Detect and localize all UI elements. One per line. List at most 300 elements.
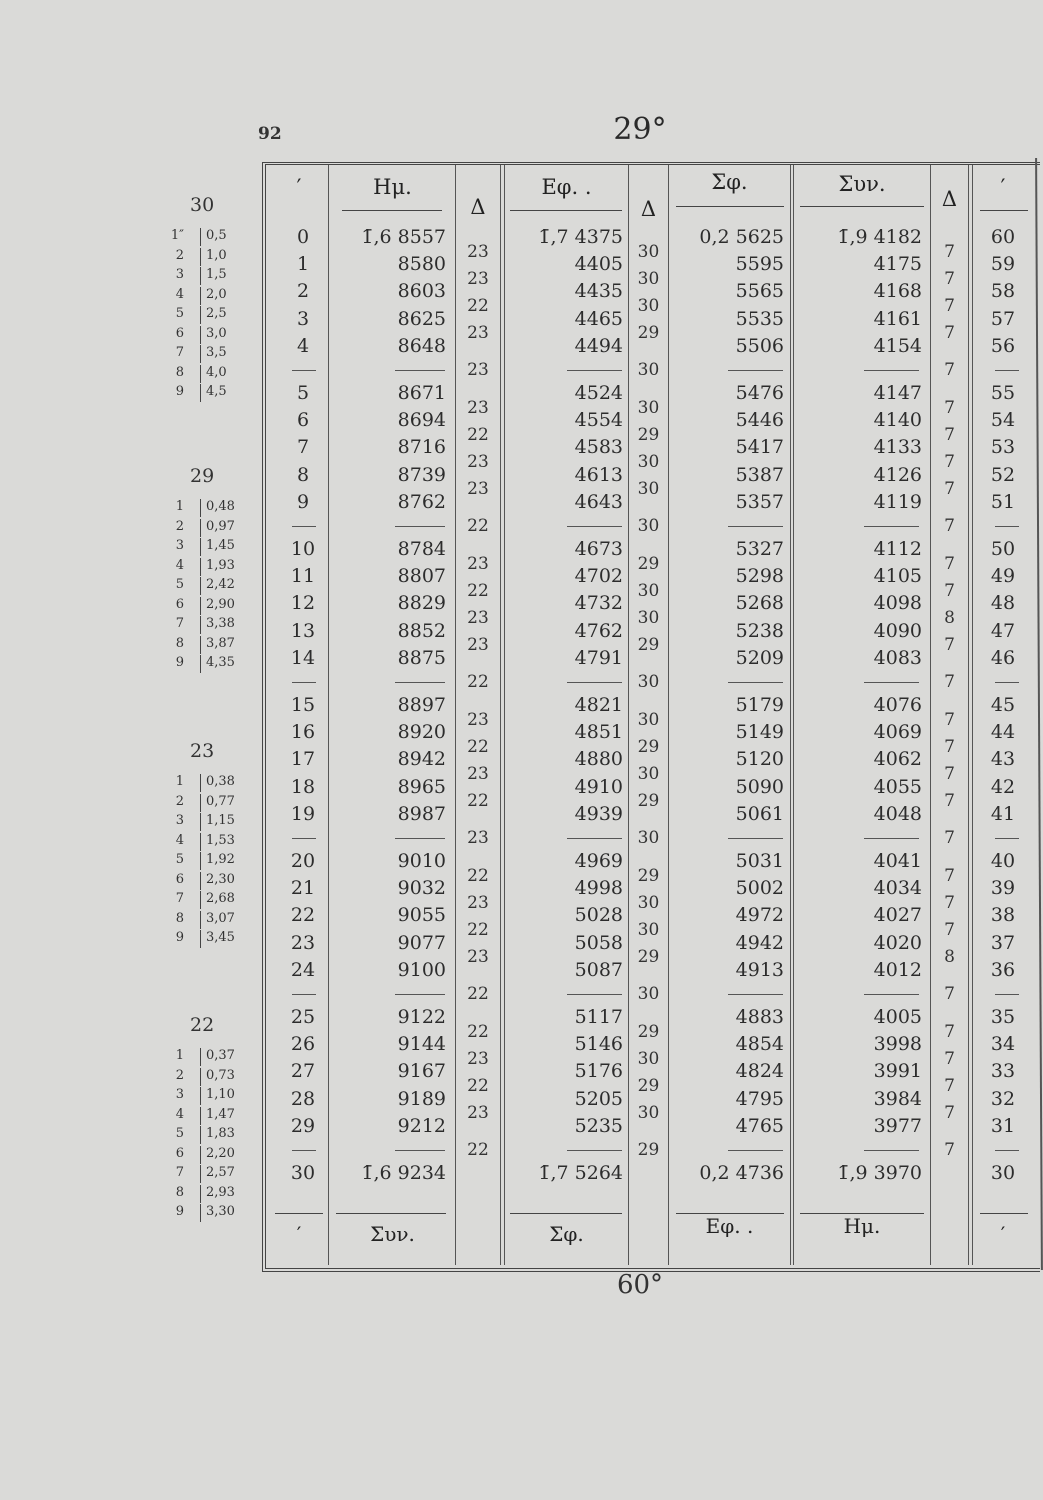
prop-parts-value: 2,5 xyxy=(206,306,227,321)
prop-parts-row xyxy=(150,1185,260,1203)
sine-difference-cell: 23 xyxy=(467,479,489,500)
prop-parts-row xyxy=(150,287,260,305)
sine-cell: 8580 xyxy=(397,253,446,276)
tangent-difference-cell: 29 xyxy=(637,947,660,968)
prop-parts-header: 23 xyxy=(190,740,215,762)
prop-parts-value: 4,35 xyxy=(206,655,235,670)
prop-parts-bar xyxy=(200,519,201,537)
tangent-difference-cell: 29 xyxy=(637,1076,660,1096)
minute-cell: 14 xyxy=(290,646,316,669)
group-separator xyxy=(567,994,622,995)
cosine-cell: 4175 xyxy=(873,253,922,276)
sine-cell: 9032 xyxy=(397,877,446,900)
prop-parts-multiplier: 3 xyxy=(175,1087,184,1102)
sine-cell: 8829 xyxy=(397,592,446,615)
sine-difference-cell: 22 xyxy=(467,791,489,812)
prop-parts-value: 2,42 xyxy=(206,577,235,592)
minute-cell: 25 xyxy=(290,1006,316,1028)
sine-cell: 9055 xyxy=(397,904,446,927)
group-separator xyxy=(728,370,783,371)
prop-parts-bar xyxy=(200,930,201,948)
minute-cell: 8 xyxy=(296,463,310,486)
prop-parts-value: 3,0 xyxy=(206,325,227,341)
tangent-difference-cell: 29 xyxy=(637,736,660,757)
sine-difference-cell: 23 xyxy=(467,947,489,968)
prop-parts-value: 1,47 xyxy=(206,1106,235,1122)
sine-difference-cell: 23 xyxy=(467,709,489,730)
group-separator xyxy=(864,838,919,839)
tangent-cell: 4494 xyxy=(574,334,623,357)
prop-parts-row xyxy=(150,248,260,266)
group-separator xyxy=(292,370,316,371)
cosine-cell: 4161 xyxy=(873,307,922,330)
prop-parts-row xyxy=(150,872,260,890)
cosine-difference-cell: 7 xyxy=(944,268,955,289)
minute-cell: 23 xyxy=(290,931,316,954)
minute-cell: 7 xyxy=(296,436,310,459)
prop-parts-bar xyxy=(200,499,201,517)
minute-cell-right: 41 xyxy=(990,802,1016,825)
minute-cell: 11 xyxy=(290,565,316,588)
tangent-difference-cell: 30 xyxy=(637,672,660,693)
tangent-difference-cell: 30 xyxy=(637,1048,660,1069)
group-separator xyxy=(728,838,783,839)
cotangent-cell: 4824 xyxy=(735,1060,784,1083)
header-tangent: Εφ. . xyxy=(541,175,592,199)
tangent-difference-cell: 29 xyxy=(637,553,660,574)
prop-parts-value: 3,07 xyxy=(206,910,235,926)
prop-parts-multiplier: 8 xyxy=(175,910,184,926)
prop-parts-value: 2,30 xyxy=(206,871,235,887)
cotangent-cell: 5298 xyxy=(735,565,784,588)
sine-difference-cell: 22 xyxy=(467,1076,489,1096)
sine-difference-cell: 22 xyxy=(467,1021,489,1042)
cotangent-cell: 4942 xyxy=(735,931,784,954)
prop-parts-bar xyxy=(200,577,201,595)
tangent-cell: 4583 xyxy=(574,436,623,459)
cosine-cell: 4168 xyxy=(873,280,922,303)
tangent-difference-cell: 29 xyxy=(637,791,660,812)
cosine-cell: 3984 xyxy=(873,1087,922,1110)
minute-cell-right: 58 xyxy=(990,280,1016,303)
cosine-difference-cell: 7 xyxy=(944,635,955,656)
cosine-difference-cell: 7 xyxy=(944,920,955,940)
cosine-difference-cell: 7 xyxy=(944,580,955,601)
minute-cell: 13 xyxy=(290,619,316,642)
sine-difference-cell: 22 xyxy=(467,580,489,601)
header-rule xyxy=(510,210,622,211)
minute-cell: 22 xyxy=(290,904,316,927)
prop-parts-bar xyxy=(200,891,201,909)
group-separator xyxy=(995,370,1019,371)
minute-cell: 10 xyxy=(290,538,316,560)
sine-cell: 1̄,6 8557 xyxy=(361,226,446,248)
sine-difference-cell: 22 xyxy=(467,296,489,316)
tangent-cell: 5117 xyxy=(574,1006,623,1028)
tangent-difference-cell: 30 xyxy=(637,920,660,940)
minute-cell: 20 xyxy=(290,850,316,872)
cosine-difference-cell: 7 xyxy=(944,452,955,472)
prop-parts-bar xyxy=(200,655,201,673)
prop-parts-value: 1,92 xyxy=(206,852,235,867)
minute-cell-right: 40 xyxy=(990,850,1016,872)
group-separator xyxy=(395,994,445,995)
prop-parts-bar xyxy=(200,1165,201,1183)
prop-parts-multiplier: 3 xyxy=(175,813,184,828)
cotangent-cell: 5476 xyxy=(735,382,784,404)
prop-parts-row xyxy=(150,1068,260,1086)
prop-parts-row xyxy=(150,538,260,556)
cotangent-cell: 5446 xyxy=(735,409,784,432)
tangent-difference-cell: 29 xyxy=(637,1021,660,1042)
header-delta-sine: Δ xyxy=(470,195,486,219)
header-rule xyxy=(800,206,924,207)
prop-parts-header: 30 xyxy=(190,194,215,216)
tangent-cell: 4910 xyxy=(574,775,623,798)
prop-parts-multiplier: 4 xyxy=(175,1106,184,1122)
prop-parts-bar xyxy=(200,794,201,812)
group-separator xyxy=(864,1150,919,1151)
group-separator xyxy=(395,1150,445,1151)
minute-cell-right: 30 xyxy=(990,1162,1016,1184)
sine-difference-cell: 23 xyxy=(467,360,489,381)
prop-parts-multiplier: 8 xyxy=(175,364,184,380)
prop-parts-multiplier: 8 xyxy=(175,1184,184,1200)
tangent-difference-cell: 29 xyxy=(637,635,660,656)
group-separator xyxy=(995,682,1019,683)
column-separator xyxy=(328,165,329,1265)
cosine-cell: 4012 xyxy=(873,958,922,981)
header-cosine: Συν. xyxy=(838,172,886,196)
group-separator xyxy=(292,994,316,995)
cosine-cell: 3998 xyxy=(873,1033,922,1056)
prop-parts-multiplier: 7 xyxy=(175,891,184,906)
group-separator xyxy=(567,838,622,839)
minute-cell-right: 32 xyxy=(990,1087,1016,1110)
prop-parts-row xyxy=(150,384,260,402)
sine-difference-cell: 23 xyxy=(467,553,489,574)
cosine-cell: 4147 xyxy=(873,382,922,404)
sine-difference-cell: 23 xyxy=(467,1103,489,1124)
group-separator xyxy=(864,682,919,683)
prop-parts-value: 3,5 xyxy=(206,345,227,360)
tangent-difference-cell: 30 xyxy=(637,984,660,1005)
column-separator xyxy=(790,165,791,1265)
column-separator xyxy=(972,165,973,1265)
cosine-difference-cell: 7 xyxy=(944,1140,955,1161)
tangent-difference-cell: 29 xyxy=(637,323,660,344)
tangent-difference-cell: 29 xyxy=(637,865,660,886)
minute-cell: 9 xyxy=(296,490,310,513)
prop-parts-value: 0,77 xyxy=(206,793,235,809)
cotangent-cell: 4913 xyxy=(735,958,784,981)
tangent-difference-cell: 30 xyxy=(637,268,660,289)
cosine-difference-cell: 7 xyxy=(944,323,955,344)
prop-parts-value: 2,57 xyxy=(206,1165,235,1180)
sine-cell: 8625 xyxy=(397,307,446,330)
group-separator xyxy=(728,1150,783,1151)
tangent-difference-cell: 30 xyxy=(637,479,660,500)
degree-heading-top: 29° xyxy=(613,112,667,147)
prop-parts-bar xyxy=(200,365,201,383)
prop-parts-bar xyxy=(200,267,201,285)
prop-parts-row xyxy=(150,1107,260,1125)
prop-parts-multiplier: 7 xyxy=(175,345,184,360)
footer-rule xyxy=(275,1213,323,1214)
prop-parts-row xyxy=(150,1204,260,1222)
prop-parts-multiplier: 6 xyxy=(175,596,184,612)
cosine-cell: 4154 xyxy=(873,334,922,357)
sine-difference-cell: 23 xyxy=(467,268,489,289)
cotangent-cell: 5031 xyxy=(735,850,784,872)
cotangent-cell: 5327 xyxy=(735,538,784,560)
tangent-difference-cell: 30 xyxy=(637,892,660,913)
minute-cell: 12 xyxy=(290,592,316,615)
tangent-cell: 5087 xyxy=(574,958,623,981)
footer-cosine: Συν. xyxy=(370,1222,415,1246)
prop-parts-row xyxy=(150,1087,260,1105)
group-separator xyxy=(728,994,783,995)
group-separator xyxy=(395,682,445,683)
prop-parts-bar xyxy=(200,1204,201,1222)
sine-cell: 8694 xyxy=(397,409,446,432)
cosine-cell: 3991 xyxy=(873,1060,922,1083)
sine-cell: 8942 xyxy=(397,748,446,771)
minute-cell-right: 34 xyxy=(990,1033,1016,1056)
tangent-cell: 4673 xyxy=(574,538,623,560)
prop-parts-bar xyxy=(200,1107,201,1125)
cosine-difference-cell: 7 xyxy=(944,424,955,445)
header-rule xyxy=(980,210,1028,211)
cosine-difference-cell: 7 xyxy=(944,764,955,784)
prop-parts-multiplier: 1″ xyxy=(170,228,184,243)
cosine-cell: 4005 xyxy=(873,1006,922,1028)
prop-parts-value: 3,45 xyxy=(206,930,235,945)
sine-cell: 8739 xyxy=(397,463,446,486)
prop-parts-row xyxy=(150,345,260,363)
prop-parts-multiplier: 5 xyxy=(175,306,184,321)
cosine-difference-cell: 7 xyxy=(944,672,955,693)
tangent-cell: 4643 xyxy=(574,490,623,513)
prop-parts-bar xyxy=(200,813,201,831)
sine-difference-cell: 23 xyxy=(467,241,489,262)
prop-parts-multiplier: 1 xyxy=(175,774,184,789)
header-delta-cosine: Δ xyxy=(941,187,958,211)
cosine-difference-cell: 7 xyxy=(944,984,955,1005)
sine-difference-cell: 23 xyxy=(467,452,489,472)
prop-parts-bar xyxy=(200,287,201,305)
tangent-cell: 5028 xyxy=(574,904,623,927)
tangent-cell: 5058 xyxy=(574,931,623,954)
minute-cell: 17 xyxy=(290,748,316,771)
sine-cell: 9167 xyxy=(397,1060,446,1083)
cotangent-cell: 5149 xyxy=(735,721,784,744)
group-separator xyxy=(292,838,316,839)
footer-sine: Ημ. xyxy=(843,1214,881,1238)
prop-parts-row xyxy=(150,1165,260,1183)
cotangent-cell: 4795 xyxy=(735,1087,784,1110)
prop-parts-value: 4,0 xyxy=(206,364,227,380)
cotangent-cell: 5535 xyxy=(735,307,784,330)
sine-difference-cell: 23 xyxy=(467,397,489,418)
tangent-cell: 4435 xyxy=(574,280,623,303)
cosine-difference-cell: 7 xyxy=(944,791,955,812)
prop-parts-value: 0,38 xyxy=(206,774,235,789)
group-separator xyxy=(567,370,622,371)
cotangent-cell: 5061 xyxy=(735,802,784,825)
minute-cell: 24 xyxy=(290,958,316,981)
sine-difference-cell: 23 xyxy=(467,892,489,913)
prop-parts-multiplier: 7 xyxy=(175,1165,184,1180)
minute-cell: 27 xyxy=(290,1060,316,1083)
minute-cell-right: 31 xyxy=(990,1114,1016,1137)
prop-parts-value: 1,5 xyxy=(206,267,227,282)
prop-parts-multiplier: 3 xyxy=(175,267,184,282)
prop-parts-multiplier: 7 xyxy=(175,616,184,631)
sine-difference-cell: 22 xyxy=(467,672,489,693)
tangent-cell: 4465 xyxy=(574,307,623,330)
prop-parts-bar xyxy=(200,872,201,890)
sine-difference-cell: 22 xyxy=(467,1140,489,1161)
footer-minutes: ′ xyxy=(296,1222,302,1246)
prop-parts-row xyxy=(150,326,260,344)
prop-parts-row xyxy=(150,519,260,537)
prop-parts-value: 1,15 xyxy=(206,813,235,828)
sine-cell: 9189 xyxy=(397,1087,446,1110)
prop-parts-row xyxy=(150,852,260,870)
prop-parts-bar xyxy=(200,345,201,363)
group-separator xyxy=(395,838,445,839)
tangent-cell: 4405 xyxy=(574,253,623,276)
minute-cell-right: 48 xyxy=(990,592,1016,615)
cotangent-cell: 5209 xyxy=(735,646,784,669)
minute-cell-right: 38 xyxy=(990,904,1016,927)
tangent-cell: 5146 xyxy=(574,1033,623,1056)
minute-cell-right: 39 xyxy=(990,877,1016,900)
tangent-cell: 4939 xyxy=(574,802,623,825)
minute-cell: 18 xyxy=(290,775,316,798)
cosine-cell: 4062 xyxy=(873,748,922,771)
header-minutes-right: ′ xyxy=(1000,175,1006,199)
cosine-cell: 4119 xyxy=(873,490,922,513)
prop-parts-value: 2,20 xyxy=(206,1145,235,1161)
cosine-cell: 4034 xyxy=(873,877,922,900)
tangent-difference-cell: 30 xyxy=(637,608,660,628)
sine-cell: 9077 xyxy=(397,931,446,954)
group-separator xyxy=(864,370,919,371)
footer-cotangent: Σφ. xyxy=(549,1222,584,1246)
minute-cell: 30 xyxy=(290,1162,316,1184)
footer-tangent: Εφ. . xyxy=(705,1214,754,1238)
minute-cell-right: 56 xyxy=(990,334,1016,357)
prop-parts-row xyxy=(150,365,260,383)
cotangent-cell: 5002 xyxy=(735,877,784,900)
prop-parts-header: 29 xyxy=(190,465,215,487)
tangent-cell: 4880 xyxy=(574,748,623,771)
tangent-cell: 1̄,7 5264 xyxy=(538,1162,623,1184)
tangent-difference-cell: 29 xyxy=(637,1140,660,1161)
footer-rule xyxy=(336,1213,446,1214)
group-separator xyxy=(864,994,919,995)
tangent-cell: 4554 xyxy=(574,409,623,432)
tangent-cell: 5235 xyxy=(574,1114,623,1137)
cotangent-cell: 0,2 4736 xyxy=(699,1162,784,1184)
prop-parts-multiplier: 1 xyxy=(175,499,184,514)
prop-parts-bar xyxy=(200,1048,201,1066)
prop-parts-bar xyxy=(200,636,201,654)
tangent-cell: 4851 xyxy=(574,721,623,744)
sine-cell: 8875 xyxy=(397,646,446,669)
cotangent-cell: 5357 xyxy=(735,490,784,513)
prop-parts-bar xyxy=(200,228,201,246)
tangent-cell: 4998 xyxy=(574,877,623,900)
cotangent-cell: 0,2 5625 xyxy=(699,226,784,248)
prop-parts-row xyxy=(150,597,260,615)
tangent-cell: 4762 xyxy=(574,619,623,642)
cosine-difference-cell: 7 xyxy=(944,553,955,574)
group-separator xyxy=(395,370,445,371)
prop-parts-value: 1,53 xyxy=(206,832,235,848)
sine-difference-cell: 22 xyxy=(467,865,489,886)
sine-cell: 9122 xyxy=(397,1006,446,1028)
sine-cell: 8987 xyxy=(397,802,446,825)
prop-parts-multiplier: 5 xyxy=(175,577,184,592)
group-separator xyxy=(728,526,783,527)
sine-cell: 8648 xyxy=(397,334,446,357)
sine-difference-cell: 22 xyxy=(467,736,489,757)
prop-parts-row xyxy=(150,228,260,246)
cosine-difference-cell: 7 xyxy=(944,828,955,849)
prop-parts-value: 0,97 xyxy=(206,518,235,534)
sine-cell: 8784 xyxy=(397,538,446,560)
sine-cell: 8807 xyxy=(397,565,446,588)
tangent-cell: 4613 xyxy=(574,463,623,486)
minute-cell-right: 44 xyxy=(990,721,1016,744)
header-cotangent: Σφ. xyxy=(711,170,748,194)
sine-difference-cell: 23 xyxy=(467,764,489,784)
minute-cell: 28 xyxy=(290,1087,316,1110)
tangent-cell: 5176 xyxy=(574,1060,623,1083)
prop-parts-value: 1,93 xyxy=(206,557,235,573)
prop-parts-row xyxy=(150,794,260,812)
tangent-difference-cell: 30 xyxy=(637,828,660,849)
prop-parts-row xyxy=(150,833,260,851)
prop-parts-value: 1,45 xyxy=(206,538,235,553)
cosine-cell: 3977 xyxy=(873,1114,922,1137)
tangent-difference-cell: 30 xyxy=(637,709,660,730)
header-minutes: ′ xyxy=(296,175,302,199)
prop-parts-bar xyxy=(200,248,201,266)
prop-parts-bar xyxy=(200,911,201,929)
tangent-difference-cell: 30 xyxy=(637,360,660,381)
prop-parts-value: 0,73 xyxy=(206,1067,235,1083)
prop-parts-value: 1,10 xyxy=(206,1087,235,1102)
page-number: 92 xyxy=(258,124,282,144)
cosine-difference-cell: 7 xyxy=(944,241,955,262)
prop-parts-multiplier: 9 xyxy=(175,384,184,399)
cosine-difference-cell: 7 xyxy=(944,709,955,730)
tangent-cell: 4702 xyxy=(574,565,623,588)
sine-difference-cell: 22 xyxy=(467,920,489,940)
minute-cell-right: 37 xyxy=(990,931,1016,954)
minute-cell: 2 xyxy=(296,280,310,303)
cotangent-cell: 5506 xyxy=(735,334,784,357)
prop-parts-value: 0,5 xyxy=(206,228,227,243)
prop-parts-row xyxy=(150,267,260,285)
tangent-difference-cell: 30 xyxy=(637,1103,660,1124)
cosine-cell: 4112 xyxy=(873,538,922,560)
cosine-cell: 4041 xyxy=(873,850,922,872)
